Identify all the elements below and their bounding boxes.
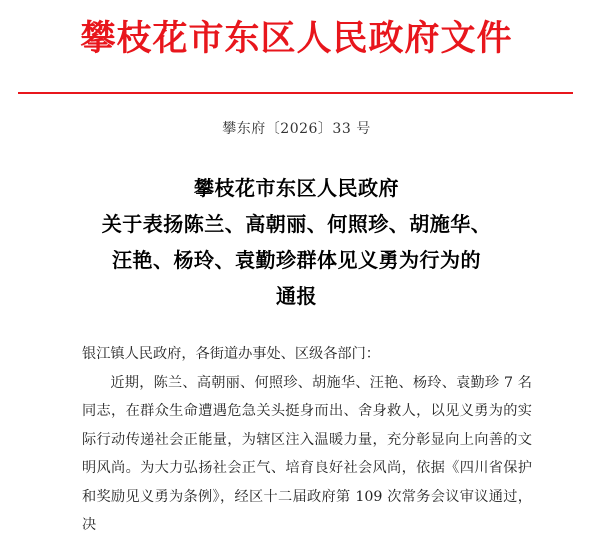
document-title bbox=[0, 170, 593, 314]
title-line: 汪艳、杨玲、袁勤珍群体见义勇为行为的 bbox=[112, 248, 481, 272]
title-line: 通报 bbox=[276, 284, 317, 308]
header-red-rule bbox=[18, 92, 573, 94]
title-line: 攀枝花市东区人民政府 bbox=[194, 176, 399, 200]
document-header: 攀枝花市东区人民政府文件 bbox=[80, 18, 513, 59]
body-paragraph: 近期，陈兰、高朝丽、何照珍、胡施华、汪艳、杨玲、袁勤珍 7 名同志，在群众生命遭遇危急关头挺身而出、舍身救人，以见义勇为的实际行动传递社会正能量，为辖区注入温暖力量，充分彰显向上向善的文明风尚。为大力弘扬社会正气、培育良好社会风尚，依据《四川省保护和奖励见义勇为条例》，经区十二届政府第 109 次常务会议审议通过，决 bbox=[82, 374, 532, 533]
document-body bbox=[82, 340, 532, 538]
addressee: 银江镇人民政府，各街道办事处、区级各部门： bbox=[82, 346, 380, 362]
title-line: 关于表扬陈兰、高朝丽、何照珍、胡施华、 bbox=[101, 212, 492, 236]
document-number: 攀东府〔2026〕33 号 bbox=[222, 121, 371, 137]
